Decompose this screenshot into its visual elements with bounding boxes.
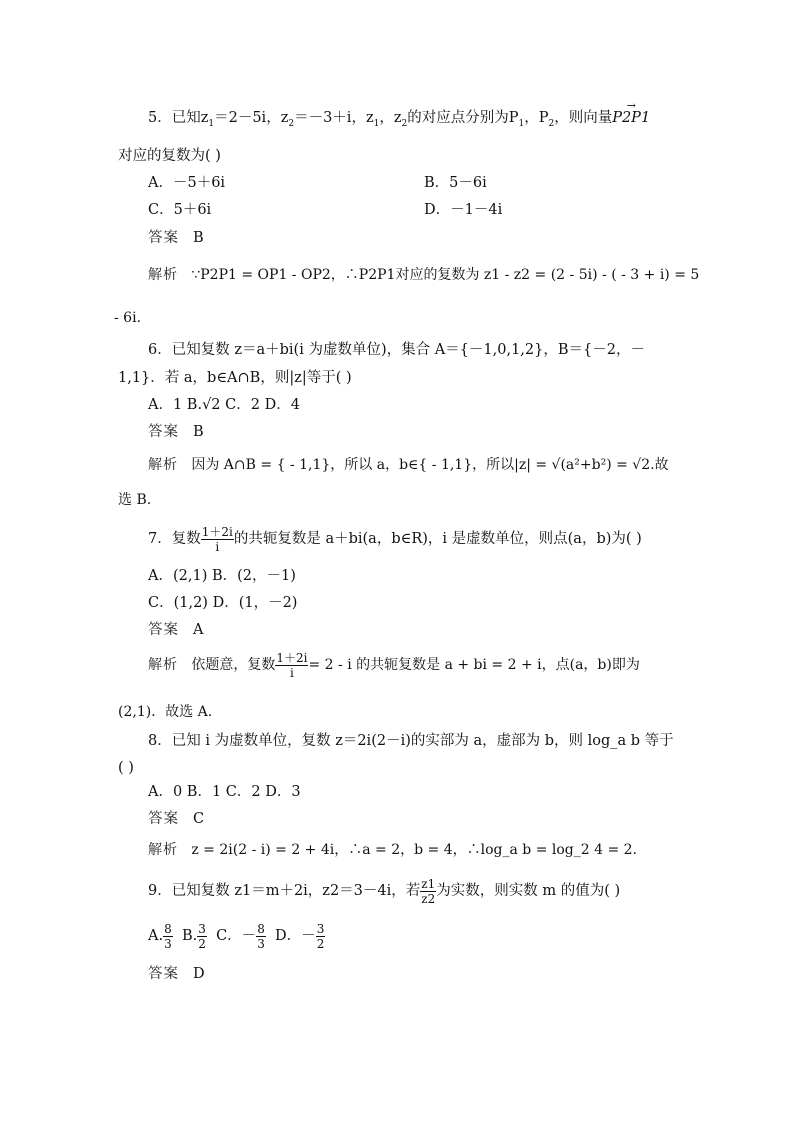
q5-stem-b: ＝2－5i，z bbox=[214, 110, 289, 126]
q8-stem-line1: 8．已知 i 为虚数单位，复数 z＝2i(2－i)的实部为 a，虚部为 b，则 log_a b 等于 bbox=[148, 733, 674, 749]
q7-answer bbox=[148, 620, 203, 640]
q9-stem-pre: 9．已知复数 z1＝m＋2i，z2＝3－4i，若 bbox=[148, 883, 421, 899]
q9-b-den: 2 bbox=[198, 936, 206, 951]
q9-frac-den: z2 bbox=[421, 891, 436, 906]
answer-label: 答案 bbox=[148, 811, 179, 827]
q9-option-c-frac bbox=[256, 922, 266, 951]
q5-solution-line1 bbox=[148, 265, 699, 285]
q5-stem-g: ，则向量 bbox=[554, 110, 613, 126]
q9-option-c-label: C．－ bbox=[216, 928, 257, 944]
q9-c-num: 8 bbox=[257, 921, 265, 936]
q9-option-d-label: D．－ bbox=[275, 928, 316, 944]
q5-stem-line1: 5．已知$z_1=2-5i$，$z_2=-3+i$，$z_1$，$z_2$的对应点分别为$P_1$，$P_2$，则向量→ P2P1 bbox=[148, 108, 650, 134]
q7-options-line2: C．(1,2) D．(1，－2) bbox=[148, 595, 298, 611]
q6-solution-line2: 选 B. bbox=[118, 492, 152, 508]
answer-label: 答案 bbox=[148, 966, 179, 982]
answer-value: B bbox=[193, 424, 204, 440]
solution-label: 解析 bbox=[148, 457, 178, 473]
solution-label: 解析 bbox=[148, 657, 178, 673]
q5-vector: → P2P1 bbox=[612, 108, 650, 128]
q9-d-num: 3 bbox=[316, 921, 325, 936]
q8-solution bbox=[148, 840, 637, 860]
q7-stem-post: 的共轭复数是 a＋bi(a，b∈R)，i 是虚数单位，则点(a，b)为( ) bbox=[233, 531, 642, 547]
q9-frac-num: z1 bbox=[421, 876, 436, 891]
solution-label: 解析 bbox=[148, 842, 178, 858]
answer-label: 答案 bbox=[148, 424, 179, 440]
answer-label: 答案 bbox=[148, 230, 179, 246]
q5-stem-line2: 对应的复数为( ) bbox=[118, 148, 221, 164]
q9-stem-post: 为实数，则实数 m 的值为( ) bbox=[436, 883, 621, 899]
q5-stem-a: 5．已知z bbox=[148, 110, 209, 126]
q5-solution-line2: - 6i. bbox=[114, 310, 142, 326]
q8-solution-text: z = 2i(2 - i) = 2 + 4i，∴a = 2，b = 4，∴log_a b = log_2 4 = 2. bbox=[191, 842, 638, 858]
q9-a-num: 8 bbox=[164, 921, 172, 936]
q9-option-a-label: A. bbox=[148, 928, 164, 944]
q7-frac-den: i bbox=[215, 539, 220, 554]
q9-option-b-frac bbox=[197, 922, 207, 951]
q9-stem bbox=[148, 876, 620, 906]
answer-value: D bbox=[193, 966, 205, 982]
q5-answer bbox=[148, 228, 204, 248]
q6-stem-line1: 6．已知复数 z＝a＋bi(i 为虚数单位)，集合 A＝{－1,0,1,2}，B＝{－2，－ bbox=[148, 342, 645, 358]
q7-solution-post: = 2 - i 的共轭复数是 a + bi = 2 + i，点(a，b)即为 bbox=[308, 657, 640, 673]
q5-option-c: C．5＋6i bbox=[148, 202, 212, 218]
q7-options-line1: A．(2,1) B．(2，－1) bbox=[148, 568, 296, 584]
q9-c-den: 3 bbox=[257, 936, 265, 951]
q7-stem bbox=[148, 524, 642, 554]
answer-label: 答案 bbox=[148, 622, 179, 638]
q9-option-d-frac bbox=[316, 922, 326, 951]
q8-options: A．0 B．1 C．2 D．3 bbox=[148, 784, 301, 800]
answer-value: C bbox=[193, 811, 205, 827]
q5-stem-e: 的对应点分别为P bbox=[407, 110, 519, 126]
q7-solution-line2: (2,1)．故选 A. bbox=[118, 704, 213, 720]
q9-option-a-frac bbox=[163, 922, 173, 951]
q8-answer bbox=[148, 809, 204, 829]
q7-solution-pre: 依题意，复数 bbox=[191, 657, 276, 673]
q9-option-b-label: B. bbox=[181, 928, 198, 944]
answer-value: B bbox=[193, 230, 204, 246]
q7-frac-num: 1＋2i bbox=[201, 524, 233, 539]
q9-fraction bbox=[420, 877, 436, 906]
q5-stem-c: ＝－3＋i，z bbox=[294, 110, 374, 126]
q7-solution-line1 bbox=[148, 650, 640, 680]
q5-option-a: A．－5＋6i bbox=[148, 175, 226, 191]
solution-label: 解析 bbox=[148, 267, 178, 283]
q7-fraction bbox=[201, 525, 234, 554]
q6-answer bbox=[148, 422, 204, 442]
q6-stem-line2: 1,1}．若 a，b∈A∩B，则|z|等于( ) bbox=[118, 370, 352, 386]
q6-solution-line1 bbox=[148, 455, 669, 475]
q9-options bbox=[148, 920, 325, 952]
q9-b-num: 3 bbox=[198, 921, 206, 936]
q7-sol-frac-den: i bbox=[289, 665, 294, 680]
q7-solution-fraction bbox=[275, 651, 308, 680]
q5-solution-text: ∵P2P1 = OP1 - OP2，∴P2P1对应的复数为 z1 - z2 = (2 - 5i) - ( - 3 + i) = 5 bbox=[191, 267, 700, 283]
q6-options: A．1 B.√2 C．2 D．4 bbox=[148, 397, 300, 413]
q7-sol-frac-num: 1＋2i bbox=[276, 650, 308, 665]
q8-stem-line2: ( ) bbox=[118, 760, 134, 776]
q9-a-den: 3 bbox=[164, 936, 172, 951]
q7-stem-pre: 7．复数 bbox=[148, 531, 201, 547]
q9-answer bbox=[148, 964, 205, 984]
q5-stem-f: ，P bbox=[524, 110, 549, 126]
answer-value: A bbox=[193, 622, 204, 638]
q5-stem-d: ，z bbox=[379, 110, 402, 126]
q9-d-den: 2 bbox=[316, 936, 325, 951]
q5-option-b: B．5－6i bbox=[424, 175, 487, 191]
q6-solution-text: 因为 A∩B = { - 1,1}，所以 a，b∈{ - 1,1}，所以|z| = √(a²+b²) = √2.故 bbox=[191, 457, 669, 473]
q5-option-d: D．－1－4i bbox=[424, 202, 503, 218]
